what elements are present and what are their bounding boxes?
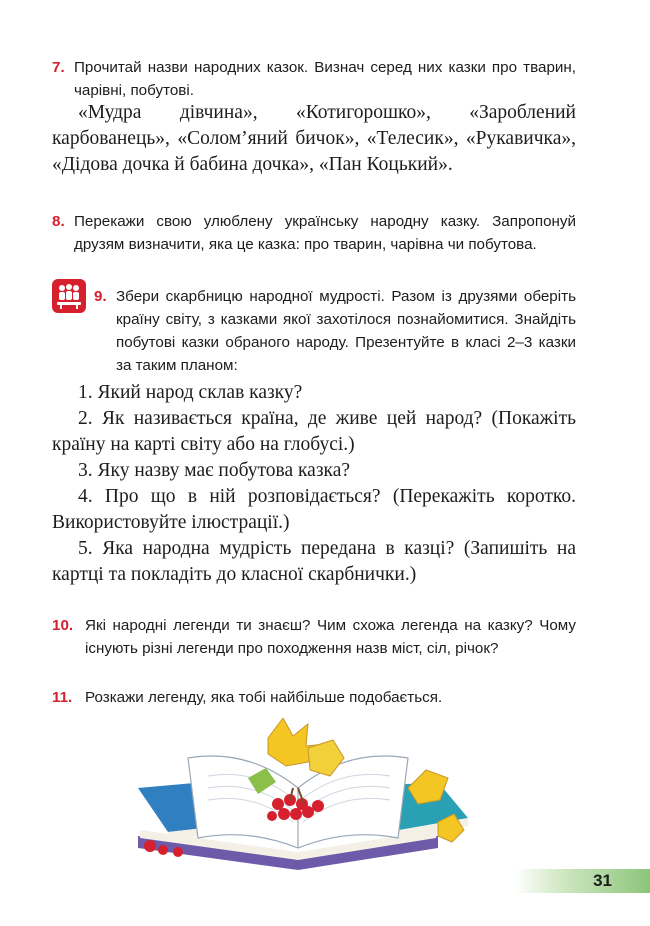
task-number: 10. (52, 617, 74, 634)
books-illustration (108, 718, 480, 870)
task-number: 9. (94, 288, 107, 305)
page-number-bar (515, 869, 650, 893)
plan-item: 2. Як називається країна, де живе цей народ? (Покажіть країну на карті світу або на глобусі.) (52, 408, 576, 455)
task-7 (52, 56, 576, 102)
tales-list (52, 100, 576, 178)
task-8 (52, 210, 576, 256)
page-number: 31 (593, 871, 612, 890)
task-number: 8. (52, 213, 65, 230)
plan-item: 1. Який народ склав казку? (78, 382, 303, 403)
task-text: Прочитай назви народних казок. Визнач серед них казки про тварин, чарівні, побутові. (74, 59, 576, 99)
task-text: Які народні легенди ти знаєш? Чим схожа легенда на казку? Чому існують різні легенди про походження назв міст, сіл, річок? (85, 617, 576, 657)
task-text: Розкажи легенду, яка тобі найбільше подобається. (85, 689, 443, 706)
tales-text: «Мудра дівчина», «Котигорошко», «Зароблений карбованець», «Солом’яний бичок», «Телесик», «Рукавичка», «Дідова дочка й бабина дочка», «Пан Коцький». (52, 102, 576, 175)
plan-item: 3. Яку назву має побутова казка? (78, 460, 351, 481)
task-text: Перекажи свою улюблену українську народну казку. Запропонуй друзям визначити, яка це казка: про тварин, чарівна чи побутова. (74, 213, 576, 253)
plan-item: 4. Про що в ній розповідається? (Перекажіть коротко. Використовуйте ілюстрації.) (52, 486, 576, 533)
task-text: Збери скарбницю народної мудрості. Разом із друзями оберіть країну світу, з казками якої захотілося познайомитися. Знайдіть побутові казки обраного народу. Презентуйте в класі 2–3 казки за таким планом: (116, 288, 576, 374)
task-11 (52, 686, 576, 709)
task-10 (52, 614, 576, 660)
task-number: 11. (52, 689, 73, 706)
presentation-plan (52, 380, 576, 588)
task-number: 7. (52, 59, 65, 76)
plan-item: 5. Яка народна мудрість передана в казці? (Запишіть на картці та покладіть до класної скарбнички.) (52, 538, 576, 585)
task-9 (52, 285, 576, 377)
